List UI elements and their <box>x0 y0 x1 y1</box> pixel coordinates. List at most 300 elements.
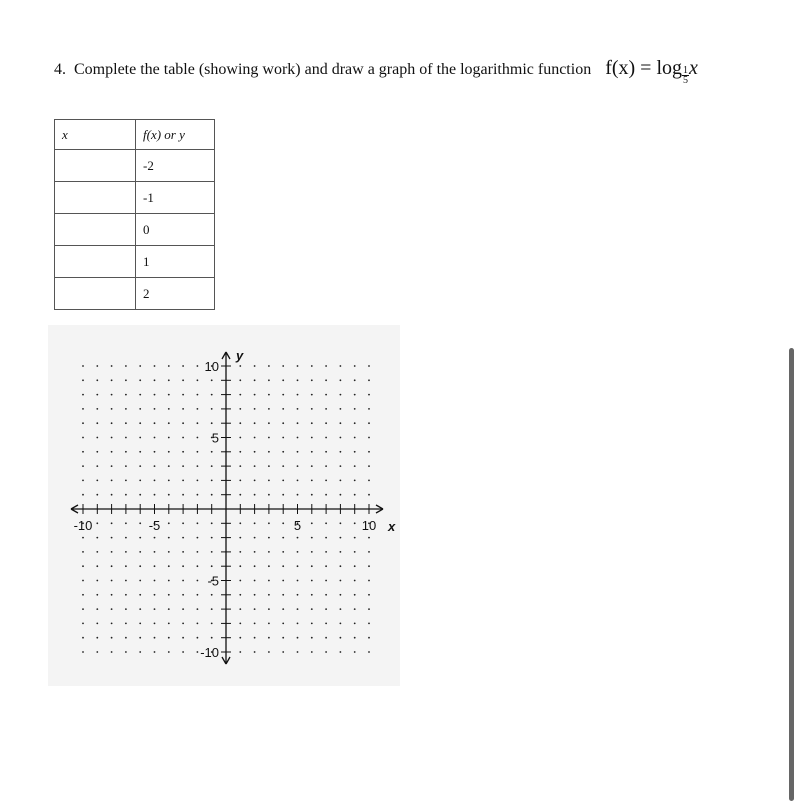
x-input-cell[interactable] <box>55 182 136 214</box>
grid-dot <box>325 451 327 453</box>
grid-dot <box>239 565 241 567</box>
log-base-fraction: $\frac{1}{5}$ <box>683 65 689 86</box>
grid-dot <box>254 379 256 381</box>
grid-dot <box>368 651 370 653</box>
grid-dot <box>311 394 313 396</box>
grid-dot <box>168 394 170 396</box>
grid-dot <box>154 608 156 610</box>
grid-dot <box>368 437 370 439</box>
grid-dot <box>96 394 98 396</box>
grid-dot <box>268 637 270 639</box>
grid-dot <box>197 365 199 367</box>
grid-dot <box>268 365 270 367</box>
grid-dot <box>268 565 270 567</box>
grid-dot <box>111 437 113 439</box>
grid-dot <box>325 465 327 467</box>
grid-dot <box>239 522 241 524</box>
grid-dot <box>297 465 299 467</box>
grid-dot <box>139 580 141 582</box>
grid-dot <box>96 551 98 553</box>
grid-dot <box>168 537 170 539</box>
grid-dot <box>311 537 313 539</box>
grid-dot <box>197 480 199 482</box>
grid-dot <box>282 637 284 639</box>
grid-dot <box>239 651 241 653</box>
table-row <box>55 182 215 214</box>
grid-dot <box>297 537 299 539</box>
grid-dot <box>297 437 299 439</box>
grid-dot <box>325 379 327 381</box>
grid-dot <box>368 623 370 625</box>
grid-dot <box>139 480 141 482</box>
grid-dot <box>340 608 342 610</box>
grid-dot <box>96 379 98 381</box>
grid-dot <box>96 623 98 625</box>
grid-dot <box>197 408 199 410</box>
grid-dot <box>197 422 199 424</box>
grid-dot <box>268 480 270 482</box>
grid-dot <box>168 522 170 524</box>
grid-dot <box>311 651 313 653</box>
grid-dot <box>168 465 170 467</box>
grid-dot <box>111 651 113 653</box>
grid-dot <box>311 565 313 567</box>
grid-dot <box>96 422 98 424</box>
table-row <box>55 150 215 182</box>
grid-dot <box>111 637 113 639</box>
grid-dot <box>154 637 156 639</box>
grid-dot <box>111 608 113 610</box>
grid-dot <box>139 565 141 567</box>
grid-dot <box>182 408 184 410</box>
grid-dot <box>354 365 356 367</box>
grid-dot <box>282 408 284 410</box>
grid-dot <box>268 594 270 596</box>
grid-dot <box>239 480 241 482</box>
grid-dot <box>168 408 170 410</box>
scrollbar[interactable] <box>789 348 794 801</box>
grid-dot <box>82 465 84 467</box>
grid-dot <box>340 537 342 539</box>
grid-dot <box>111 565 113 567</box>
grid-dot <box>239 494 241 496</box>
grid-dot <box>268 537 270 539</box>
grid-dot <box>111 522 113 524</box>
grid-dot <box>311 422 313 424</box>
grid-dot <box>268 408 270 410</box>
grid-dot <box>96 365 98 367</box>
grid-dot <box>197 623 199 625</box>
grid-dot <box>239 608 241 610</box>
grid-dot <box>197 537 199 539</box>
grid-dot <box>168 594 170 596</box>
grid-dot <box>168 379 170 381</box>
grid-dot <box>139 437 141 439</box>
grid-dot <box>82 408 84 410</box>
grid-dot <box>197 594 199 596</box>
grid-dot <box>297 365 299 367</box>
grid-dot <box>197 637 199 639</box>
grid-dot <box>297 594 299 596</box>
grid-dot <box>182 480 184 482</box>
grid-dot <box>125 365 127 367</box>
grid-dot <box>311 437 313 439</box>
y-value-cell: 1 <box>136 246 215 278</box>
grid-dot <box>182 565 184 567</box>
y-tick-label: 10 <box>204 359 219 374</box>
grid-dot <box>239 408 241 410</box>
grid-dot <box>282 451 284 453</box>
grid-dot <box>182 494 184 496</box>
y-value-cell: -2 <box>136 150 215 182</box>
y-tick-label: -10 <box>200 645 219 660</box>
grid-dot <box>111 580 113 582</box>
grid-dot <box>125 565 127 567</box>
grid-dot <box>197 494 199 496</box>
grid-dot <box>182 594 184 596</box>
grid-dot <box>325 637 327 639</box>
grid-dot <box>297 379 299 381</box>
grid-dot <box>125 580 127 582</box>
grid-dot <box>254 394 256 396</box>
grid-dot <box>182 522 184 524</box>
grid-dot <box>125 594 127 596</box>
grid-dot <box>182 365 184 367</box>
x-input-cell[interactable] <box>55 246 136 278</box>
question-text <box>54 56 698 85</box>
grid-dot <box>182 537 184 539</box>
grid-dot <box>154 394 156 396</box>
grid-dot <box>340 437 342 439</box>
grid-dot <box>311 522 313 524</box>
grid-dot <box>282 494 284 496</box>
grid-dot <box>354 537 356 539</box>
grid-dot <box>168 437 170 439</box>
grid-dot <box>96 608 98 610</box>
grid-dot <box>311 623 313 625</box>
grid-dot <box>82 594 84 596</box>
grid-dot <box>211 394 213 396</box>
grid-dot <box>154 537 156 539</box>
grid-dot <box>197 394 199 396</box>
grid-dot <box>82 422 84 424</box>
grid-dot <box>354 437 356 439</box>
grid-dot <box>325 551 327 553</box>
grid-dot <box>268 651 270 653</box>
grid-dot <box>268 551 270 553</box>
grid-dot <box>254 494 256 496</box>
grid-dot <box>368 594 370 596</box>
grid-dot <box>211 522 213 524</box>
table-header-row <box>55 120 215 150</box>
grid-dot <box>239 580 241 582</box>
grid-dot <box>211 637 213 639</box>
grid-dot <box>82 623 84 625</box>
grid-dot <box>297 451 299 453</box>
grid-dot <box>125 522 127 524</box>
table-row <box>55 214 215 246</box>
grid-dot <box>325 437 327 439</box>
x-column-header: x <box>55 120 136 150</box>
grid-dot <box>268 379 270 381</box>
x-input-cell[interactable] <box>55 150 136 182</box>
question-body: Complete the table (showing work) and draw a graph of the logarithmic function <box>74 61 592 78</box>
grid-dot <box>311 551 313 553</box>
grid-dot <box>297 608 299 610</box>
grid-dot <box>154 494 156 496</box>
grid-dot <box>325 594 327 596</box>
grid-dot <box>354 580 356 582</box>
grid-dot <box>368 608 370 610</box>
grid-dot <box>282 623 284 625</box>
grid-dot <box>340 637 342 639</box>
grid-dot <box>125 465 127 467</box>
grid-dot <box>340 565 342 567</box>
grid-dot <box>254 437 256 439</box>
grid-dot <box>254 422 256 424</box>
grid-dot <box>340 494 342 496</box>
grid-dot <box>96 594 98 596</box>
grid-dot <box>154 408 156 410</box>
grid-dot <box>197 379 199 381</box>
grid-dot <box>111 379 113 381</box>
x-axis-label: x <box>388 519 396 534</box>
grid-dot <box>268 580 270 582</box>
grid-dot <box>282 365 284 367</box>
grid-dot <box>182 394 184 396</box>
grid-dot <box>182 637 184 639</box>
grid-dot <box>325 522 327 524</box>
y-value-cell: 0 <box>136 214 215 246</box>
grid-dot <box>197 437 199 439</box>
grid-dot <box>297 408 299 410</box>
grid-dot <box>354 408 356 410</box>
x-input-cell[interactable] <box>55 214 136 246</box>
grid-dot <box>211 465 213 467</box>
grid-dot <box>354 594 356 596</box>
grid-dot <box>368 637 370 639</box>
grid-dot <box>368 537 370 539</box>
grid-dot <box>182 580 184 582</box>
grid-dot <box>168 637 170 639</box>
grid-dot <box>125 494 127 496</box>
grid-dot <box>82 494 84 496</box>
grid-dot <box>368 379 370 381</box>
grid-dot <box>325 408 327 410</box>
grid-dot <box>96 465 98 467</box>
grid-dot <box>354 451 356 453</box>
grid-dot <box>282 580 284 582</box>
grid-dot <box>254 451 256 453</box>
grid-dot <box>139 422 141 424</box>
grid-dot <box>197 651 199 653</box>
grid-dot <box>354 637 356 639</box>
grid-dot <box>325 365 327 367</box>
grid-dot <box>182 551 184 553</box>
grid-dot <box>82 637 84 639</box>
grid-dot <box>182 379 184 381</box>
grid-dot <box>82 437 84 439</box>
grid-dot <box>325 494 327 496</box>
function-expression: f(x) = log $\frac{1}{5}$ x <box>605 57 698 86</box>
grid-dot <box>254 365 256 367</box>
grid-dot <box>211 422 213 424</box>
grid-dot <box>125 480 127 482</box>
grid-dot <box>239 422 241 424</box>
grid-dot <box>340 379 342 381</box>
grid-dot <box>111 494 113 496</box>
grid-dot <box>368 551 370 553</box>
grid-dot <box>211 608 213 610</box>
grid-dot <box>282 608 284 610</box>
coordinate-grid[interactable] <box>48 325 400 686</box>
grid-dot <box>182 651 184 653</box>
grid-dot <box>340 522 342 524</box>
coordinate-plane[interactable] <box>48 325 400 686</box>
grid-dot <box>125 379 127 381</box>
grid-dot <box>354 651 356 653</box>
grid-dot <box>82 537 84 539</box>
grid-dot <box>197 608 199 610</box>
grid-dot <box>82 608 84 610</box>
grid-dot <box>325 565 327 567</box>
grid-dot <box>197 580 199 582</box>
grid-dot <box>282 594 284 596</box>
x-tick-label: 5 <box>293 518 302 533</box>
grid-dot <box>368 365 370 367</box>
grid-dot <box>354 551 356 553</box>
grid-dot <box>311 594 313 596</box>
grid-dot <box>154 465 156 467</box>
grid-dot <box>82 580 84 582</box>
grid-dot <box>168 551 170 553</box>
grid-dot <box>297 651 299 653</box>
grid-dot <box>325 394 327 396</box>
grid-dot <box>254 537 256 539</box>
grid-dot <box>297 422 299 424</box>
grid-dot <box>354 608 356 610</box>
grid-dot <box>254 565 256 567</box>
grid-dot <box>111 551 113 553</box>
grid-dot <box>254 623 256 625</box>
grid-dot <box>96 494 98 496</box>
grid-dot <box>168 422 170 424</box>
grid-dot <box>340 480 342 482</box>
grid-dot <box>282 565 284 567</box>
grid-dot <box>282 551 284 553</box>
grid-dot <box>139 537 141 539</box>
grid-dot <box>96 580 98 582</box>
grid-dot <box>168 365 170 367</box>
grid-dot <box>282 422 284 424</box>
grid-dot <box>111 408 113 410</box>
grid-dot <box>168 480 170 482</box>
grid-dot <box>125 551 127 553</box>
grid-dot <box>197 451 199 453</box>
x-tick-label: -10 <box>73 518 93 533</box>
grid-dot <box>297 623 299 625</box>
grid-dot <box>139 379 141 381</box>
grid-dot <box>311 637 313 639</box>
grid-dot <box>154 379 156 381</box>
grid-dot <box>82 394 84 396</box>
x-tick-label: -5 <box>148 518 161 533</box>
grid-dot <box>311 365 313 367</box>
grid-dot <box>125 437 127 439</box>
grid-dot <box>96 637 98 639</box>
grid-dot <box>182 422 184 424</box>
grid-dot <box>354 422 356 424</box>
grid-dot <box>154 651 156 653</box>
grid-dot <box>96 437 98 439</box>
grid-dot <box>282 651 284 653</box>
grid-dot <box>168 651 170 653</box>
grid-dot <box>368 494 370 496</box>
grid-dot <box>368 565 370 567</box>
grid-dot <box>168 623 170 625</box>
grid-dot <box>168 580 170 582</box>
grid-dot <box>325 480 327 482</box>
grid-dot <box>325 623 327 625</box>
grid-dot <box>154 551 156 553</box>
grid-dot <box>168 565 170 567</box>
grid-dot <box>82 651 84 653</box>
grid-dot <box>282 537 284 539</box>
grid-dot <box>254 522 256 524</box>
grid-dot <box>182 437 184 439</box>
grid-dot <box>268 394 270 396</box>
grid-dot <box>368 408 370 410</box>
grid-dot <box>211 480 213 482</box>
grid-dot <box>211 451 213 453</box>
grid-dot <box>297 637 299 639</box>
values-table <box>54 119 215 310</box>
grid-dot <box>111 451 113 453</box>
grid-dot <box>96 480 98 482</box>
grid-dot <box>211 408 213 410</box>
grid-dot <box>340 580 342 582</box>
grid-dot <box>154 594 156 596</box>
table-row <box>55 246 215 278</box>
grid-dot <box>311 580 313 582</box>
grid-dot <box>282 465 284 467</box>
grid-dot <box>340 394 342 396</box>
grid-dot <box>182 623 184 625</box>
grid-dot <box>154 623 156 625</box>
grid-dot <box>82 365 84 367</box>
grid-dot <box>297 551 299 553</box>
grid-dot <box>340 551 342 553</box>
grid-dot <box>325 608 327 610</box>
grid-dot <box>340 451 342 453</box>
grid-dot <box>297 494 299 496</box>
grid-dot <box>82 451 84 453</box>
grid-dot <box>154 480 156 482</box>
grid-dot <box>96 451 98 453</box>
grid-dot <box>340 594 342 596</box>
grid-dot <box>368 394 370 396</box>
grid-dot <box>340 651 342 653</box>
grid-dot <box>139 408 141 410</box>
x-input-cell[interactable] <box>55 278 136 310</box>
table-row <box>55 278 215 310</box>
grid-dot <box>111 537 113 539</box>
grid-dot <box>297 565 299 567</box>
grid-dot <box>82 565 84 567</box>
grid-dot <box>239 451 241 453</box>
grid-dot <box>82 379 84 381</box>
grid-dot <box>311 379 313 381</box>
